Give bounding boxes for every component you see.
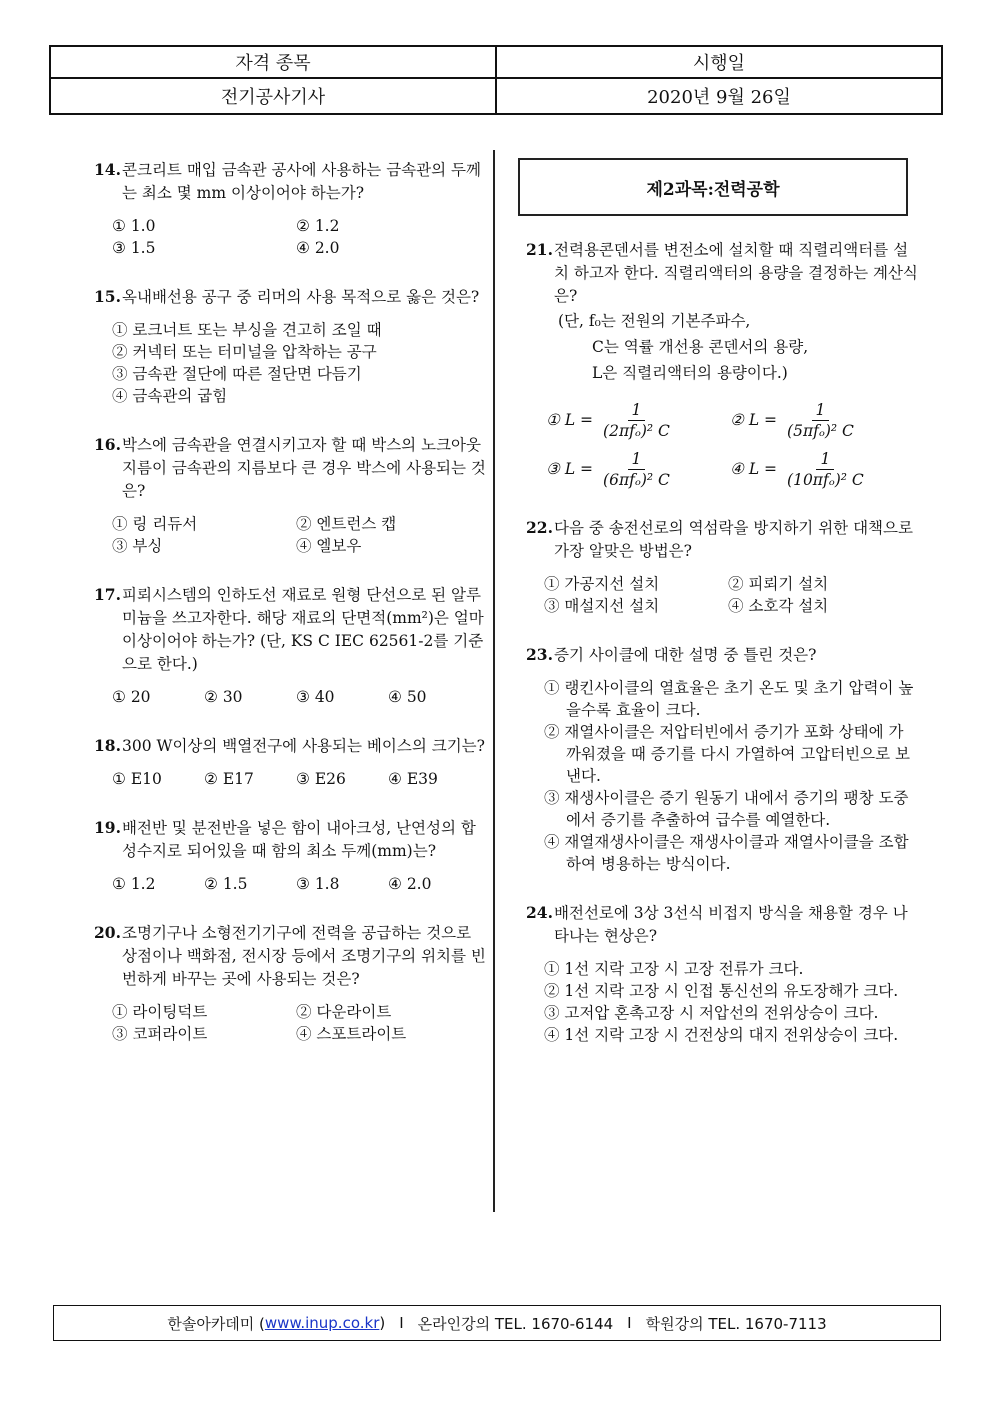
question-18 xyxy=(94,734,486,790)
footer-academy: 한솔아카데미 ( xyxy=(167,1314,265,1333)
question-number: 15. xyxy=(94,287,121,306)
question-stem-wrap xyxy=(94,433,486,503)
question-number: 17. xyxy=(94,585,121,604)
answer-option[interactable]: ① 랭킨사이클의 열효율은 초기 온도 및 초기 압력이 높을수록 효율이 크다. xyxy=(544,679,914,719)
answer-option[interactable]: ② 커넥터 또는 터미널을 압착하는 공구 xyxy=(112,343,377,361)
answer-option[interactable]: ③ 코퍼라이트 xyxy=(112,1025,208,1043)
option-list xyxy=(94,686,486,708)
answer-option[interactable]: ④ 재열재생사이클은 재생사이클과 재열사이클을 조합하여 병용하는 방식이다. xyxy=(544,833,909,873)
answer-option[interactable]: ③ 고저압 혼촉고장 시 저압선의 전위상승이 크다. xyxy=(544,1004,879,1022)
footer-online: 온라인강의 TEL. 1670-6144 xyxy=(417,1314,614,1333)
answer-option[interactable]: ① 링 리듀서 xyxy=(112,515,198,533)
question-number: 18. xyxy=(94,736,121,755)
fraction xyxy=(599,400,674,441)
option-list xyxy=(94,215,486,259)
question-21 xyxy=(526,238,918,490)
column-divider xyxy=(493,150,495,1212)
subject-title: 제2과목:전력공학 xyxy=(518,158,908,216)
question-22 xyxy=(526,516,918,617)
left-column xyxy=(94,158,486,1071)
answer-option[interactable]: ③ E26 xyxy=(296,770,346,788)
footer-offline: 학원강의 TEL. 1670-7113 xyxy=(645,1314,827,1333)
footer-separator: I xyxy=(627,1314,632,1332)
question-stem: 콘크리트 매입 금속관 공사에 사용하는 금속관의 두께는 최소 몇 mm 이상이어야 하는가? xyxy=(122,161,481,202)
option-list xyxy=(526,958,918,1046)
answer-option[interactable]: ④ 소호각 설치 xyxy=(728,597,829,615)
formula-option[interactable] xyxy=(730,449,914,490)
question-24 xyxy=(526,901,918,1046)
question-number: 23. xyxy=(526,645,553,664)
answer-option[interactable]: ② 재열사이클은 저압터빈에서 증기가 포화 상태에 가까워졌을 때 증기를 다시 가열하여 고압터빈으로 보낸다. xyxy=(544,723,910,785)
question-stem: 전력용콘덴서를 변전소에 설치할 때 직렬리액터를 설치 하고자 한다. 직렬리액터의 용량을 결정하는 계산식은? xyxy=(554,241,918,305)
question-stem: 증기 사이클에 대한 설명 중 틀린 것은? xyxy=(554,646,817,664)
answer-option[interactable]: ③ 1.5 xyxy=(112,239,156,257)
option-list xyxy=(526,573,918,617)
question-note: C는 역률 개선용 콘덴서의 용량, xyxy=(592,338,809,356)
answer-option[interactable]: ③ 40 xyxy=(296,688,335,706)
answer-option[interactable]: ② 엔트런스 캡 xyxy=(296,515,397,533)
formula-label: ④ L = xyxy=(730,460,778,478)
answer-option[interactable]: ② 다운라이트 xyxy=(296,1003,392,1021)
fraction-denominator: (10πfₒ)² C xyxy=(787,471,864,489)
answer-option[interactable]: ③ 재생사이클은 증기 원동기 내에서 증기의 팽창 도중에서 증기를 추출하여 급수를 예열한다. xyxy=(544,789,909,829)
question-19 xyxy=(94,816,486,895)
question-number: 21. xyxy=(526,240,553,259)
question-stem: 피뢰시스템의 인하도선 재료로 원형 단선으로 된 알루미늄을 쓰고자한다. 해당 재료의 단면적(mm²)은 얼마 이상이어야 하는가? (단, KS C IEC 62561-2를 기준으로 한다.) xyxy=(122,586,484,673)
question-stem-wrap xyxy=(94,734,486,758)
question-number: 22. xyxy=(526,518,553,537)
fraction xyxy=(783,449,868,490)
answer-option[interactable]: ③ 1.8 xyxy=(296,875,340,893)
fraction-numerator: 1 xyxy=(816,449,834,470)
answer-option[interactable]: ② 1.2 xyxy=(296,217,340,235)
subject-value: 전기공사기사 xyxy=(50,78,496,114)
answer-option[interactable]: ① 가공지선 설치 xyxy=(544,575,660,593)
formula-label: ① L = xyxy=(546,411,594,429)
question-stem: 조명기구나 소형전기기구에 전력을 공급하는 것으로 상점이나 백화점, 전시장 등에서 조명기구의 위치를 빈번하게 바꾸는 곳에 사용되는 것은? xyxy=(122,924,486,988)
answer-option[interactable]: ① 라이팅덕트 xyxy=(112,1003,208,1021)
option-list xyxy=(94,768,486,790)
answer-option[interactable]: ③ 매설지선 설치 xyxy=(544,597,660,615)
question-14 xyxy=(94,158,486,259)
question-stem: 배전선로에 3상 3선식 비접지 방식을 채용할 경우 나타나는 현상은? xyxy=(554,904,908,945)
answer-option[interactable]: ③ 부싱 xyxy=(112,537,163,555)
answer-option[interactable]: ④ 2.0 xyxy=(388,875,432,893)
question-stem: 박스에 금속관을 연결시키고자 할 때 박스의 노크아웃 지름이 금속관의 지름보다 큰 경우 박스에 사용되는 것은? xyxy=(122,436,486,500)
fraction-numerator: 1 xyxy=(628,400,646,421)
question-stem-wrap xyxy=(94,285,486,309)
answer-option[interactable]: ① 20 xyxy=(112,688,151,706)
fraction-denominator: (6πfₒ)² C xyxy=(603,471,670,489)
answer-option[interactable]: ④ E39 xyxy=(388,770,438,788)
question-16 xyxy=(94,433,486,557)
answer-option[interactable]: ④ 2.0 xyxy=(296,239,340,257)
option-list xyxy=(94,319,486,407)
answer-option[interactable]: ② 30 xyxy=(204,688,243,706)
question-number: 20. xyxy=(94,923,121,942)
answer-option[interactable]: ④ 1선 지락 고장 시 건전상의 대지 전위상승이 크다. xyxy=(544,1026,899,1044)
footer-close-paren: ) xyxy=(379,1314,386,1332)
question-stem: 다음 중 송전선로의 역섬락을 방지하기 위한 대책으로 가장 알맞은 방법은? xyxy=(554,519,913,560)
question-15 xyxy=(94,285,486,407)
answer-option[interactable]: ④ 금속관의 굽힘 xyxy=(112,387,228,405)
answer-option[interactable]: ④ 스포트라이트 xyxy=(296,1025,407,1043)
question-23 xyxy=(526,643,918,875)
option-list xyxy=(526,677,918,875)
fraction xyxy=(599,449,674,490)
answer-option[interactable]: ① 1선 지락 고장 시 고장 전류가 크다. xyxy=(544,960,804,978)
date-value: 2020년 9월 26일 xyxy=(496,78,942,114)
formula-label: ③ L = xyxy=(546,460,594,478)
option-list xyxy=(94,1001,486,1045)
question-number: 19. xyxy=(94,818,121,837)
footer-bar xyxy=(53,1305,941,1341)
answer-option[interactable]: ① 1.2 xyxy=(112,875,156,893)
answer-option[interactable]: ① 로크너트 또는 부싱을 견고히 조일 때 xyxy=(112,321,382,339)
right-column xyxy=(526,158,918,1072)
exam-header-table xyxy=(49,45,943,115)
answer-option[interactable]: ④ 50 xyxy=(388,688,427,706)
fraction-numerator: 1 xyxy=(628,449,646,470)
formula-option[interactable] xyxy=(546,400,730,441)
question-stem-wrap xyxy=(94,158,486,205)
footer-url-link[interactable]: www.inup.co.kr xyxy=(264,1314,380,1332)
formula-options xyxy=(526,400,918,490)
answer-option[interactable]: ② 1선 지락 고장 시 인접 통신선의 유도장해가 크다. xyxy=(544,982,899,1000)
question-stem-wrap xyxy=(94,816,486,863)
question-stem: 배전반 및 분전반을 넣은 함이 내아크성, 난연성의 합성수지로 되어있을 때 함의 최소 두께(mm)는? xyxy=(122,819,476,860)
formula-label: ② L = xyxy=(730,411,778,429)
question-stem: 옥내배선용 공구 중 리머의 사용 목적으로 옳은 것은? xyxy=(122,288,480,306)
question-stem-wrap xyxy=(94,921,486,991)
formula-option[interactable] xyxy=(546,449,730,490)
question-number: 14. xyxy=(94,160,121,179)
question-stem-wrap xyxy=(94,583,486,676)
fraction xyxy=(783,400,858,441)
date-label: 시행일 xyxy=(496,46,942,78)
footer-separator: I xyxy=(399,1314,404,1332)
option-list xyxy=(94,513,486,557)
answer-option[interactable]: ④ 엘보우 xyxy=(296,537,362,555)
question-note: L은 직렬리액터의 용량이다.) xyxy=(592,364,788,382)
question-stem: 300 W이상의 백열전구에 사용되는 베이스의 크기는? xyxy=(122,737,485,755)
formula-option[interactable] xyxy=(730,400,914,441)
answer-option[interactable]: ② E17 xyxy=(204,770,254,788)
option-list xyxy=(94,873,486,895)
question-number: 24. xyxy=(526,903,553,922)
fraction-denominator: (5πfₒ)² C xyxy=(787,422,854,440)
question-17 xyxy=(94,583,486,708)
subject-label: 자격 종목 xyxy=(50,46,496,78)
answer-option[interactable]: ② 1.5 xyxy=(204,875,248,893)
answer-option[interactable]: ① E10 xyxy=(112,770,162,788)
fraction-denominator: (2πfₒ)² C xyxy=(603,422,670,440)
answer-option[interactable]: ① 1.0 xyxy=(112,217,156,235)
answer-option[interactable]: ② 피뢰기 설치 xyxy=(728,575,829,593)
question-note: (단, f₀는 전원의 기본주파수, xyxy=(558,312,751,330)
answer-option[interactable]: ③ 금속관 절단에 따른 절단면 다듬기 xyxy=(112,365,362,383)
question-number: 16. xyxy=(94,435,121,454)
fraction-numerator: 1 xyxy=(812,400,830,421)
question-20 xyxy=(94,921,486,1045)
